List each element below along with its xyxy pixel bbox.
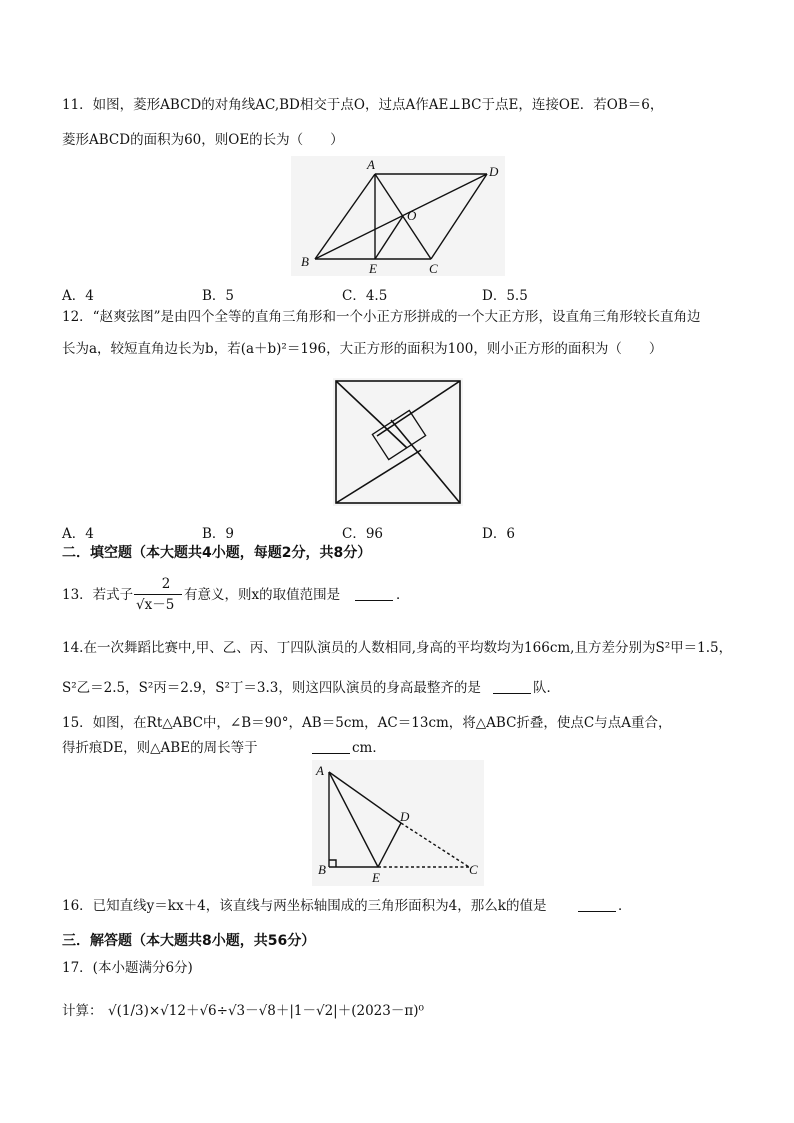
q11-option-c: C．4.5 [342,288,388,304]
q12-option-b: B．9 [202,526,235,542]
label-O: O [407,208,417,223]
label-B: B [318,862,326,877]
q15-line2: 得折痕DE，则△ABE的周长等于 [62,740,258,756]
q11-option-b: B．5 [202,288,235,304]
label-C: C [469,862,478,877]
q12-option-c: C．96 [342,526,384,542]
q16-answer-blank[interactable] [578,901,616,912]
q11-option-d: D．5.5 [482,288,528,304]
q15-answer-blank[interactable] [312,743,350,754]
q17-title: 17．(本小题满分6分) [62,960,193,976]
label-D: D [489,164,499,179]
q14-answer-blank[interactable] [493,683,531,694]
label-C: C [429,261,438,276]
q12-option-d: D．6 [482,526,515,542]
label-A: A [316,763,324,778]
label-E: E [369,261,377,276]
label-E: E [372,870,380,885]
q16-end: ． [618,898,632,914]
q15-end: cm． [352,740,386,756]
q14-line1: 14.在一次舞蹈比赛中,甲、乙、丙、丁四队演员的人数相同,身高的平均数均为166cm,且方差分别为S²甲＝1.5， [62,640,733,656]
section-2-heading: 二．填空题（本大题共4小题，每题2分，共8分） [62,545,372,561]
q14-line2: S²乙＝2.5，S²丙＝2.9，S²丁＝3.3，则这四队演员的身高最整齐的是 [62,680,481,696]
label-A: A [367,157,375,172]
zhaoshuang-figure [333,378,463,506]
label-B: B [301,254,309,269]
fraction-bar [134,594,182,595]
q13-end: ． [396,587,410,603]
section-3-heading: 三．解答题（本大题共8小题，共56分） [62,933,316,949]
q17-prefix: 计算： [62,1003,103,1019]
q13-denominator: √x－5 [136,597,175,613]
label-D: D [400,809,410,824]
q11-line2: 菱形ABCD的面积为60，则OE的长为（ ） [62,132,344,148]
q12-line1: 12．“赵爽弦图”是由四个全等的直角三角形和一个小正方形拼成的一个大正方形，设直角三角形较长直角边 [62,309,701,325]
right-triangle-figure [312,760,484,886]
q14-end: 队． [533,680,560,696]
q13-numerator: 2 [161,576,171,592]
q12-option-a: A．4 [62,526,94,542]
rhombus-figure [291,156,505,276]
q15-line1: 15．如图，在Rt△ABC中，∠B＝90°，AB＝5cm，AC＝13cm，将△ABC折叠，使点C与点A重合， [62,715,672,731]
q12-line2: 长为a，较短直角边长为b，若(a＋b)²＝196，大正方形的面积为100，则小正方形的面积为（ ） [62,341,663,357]
q11-line1: 11．如图，菱形ABCD的对角线AC,BD相交于点O，过点A作AE⊥BC于点E，连接OE．若OB＝6， [62,97,664,113]
q16-text: 16．已知直线y＝kx＋4，该直线与两坐标轴围成的三角形面积为4，那么k的值是 [62,898,547,914]
q13-suffix: 有意义，则x的取值范围是 [184,587,341,603]
q13-prefix: 13．若式子 [62,587,134,603]
q17-expression: √(1/3)×√12＋√6÷√3－√8＋|1－√2|＋(2023－π)⁰ [108,1003,424,1019]
q11-option-a: A．4 [62,288,94,304]
q13-answer-blank[interactable] [355,590,393,601]
